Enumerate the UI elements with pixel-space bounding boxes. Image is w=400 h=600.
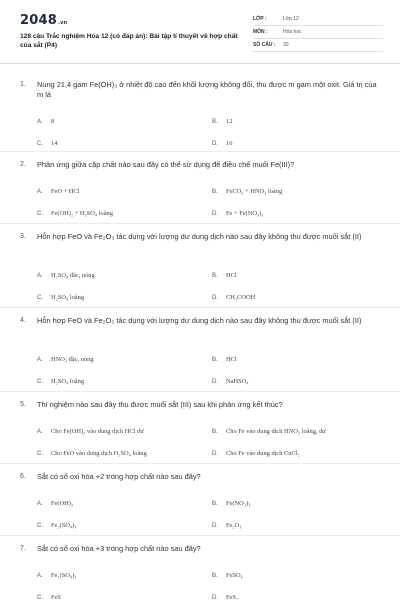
option-text: HCl [226, 356, 237, 363]
question-number: 5. [20, 401, 26, 408]
answer-option-b[interactable] [212, 272, 237, 279]
option-text: HNO₃ đặc, nóng [51, 356, 94, 363]
question-text: Sắt có số oxi hóa +2 trong hợp chất nào sau đây? [37, 472, 201, 481]
question-number: 4. [20, 317, 26, 324]
option-text: FeO + HCl [51, 188, 80, 195]
option-text: 16 [226, 140, 233, 147]
answer-option-b[interactable] [212, 428, 326, 435]
option-label: B. [212, 429, 218, 435]
option-text: FeCO₃ + HNO₃ loãng [226, 188, 283, 195]
option-text: FeS₂ [226, 594, 239, 600]
option-label: A. [37, 273, 43, 279]
option-text: Fe(OH)₃ [51, 500, 74, 507]
answer-option-d[interactable] [212, 450, 300, 457]
answer-option-b[interactable] [212, 500, 250, 507]
question-number: 6. [20, 473, 26, 480]
option-text: Cho Fe vào dung dịch HNO₃ loãng, dư [226, 428, 326, 435]
answer-option-a[interactable] [37, 428, 144, 435]
option-text: 14 [51, 140, 58, 147]
option-label: D. [212, 141, 218, 147]
answer-option-c[interactable] [37, 294, 84, 301]
answer-option-d[interactable] [212, 140, 232, 147]
option-label: C. [37, 295, 43, 301]
question-divider [0, 535, 400, 536]
question-text: Phản ứng giữa cặp chất nào sau đây có thể sử dụng để điều chế muối Fe(III)? [37, 160, 295, 169]
option-text: Fe(NO₃)₃ [226, 500, 251, 507]
option-label: C. [37, 595, 43, 600]
option-label: A. [37, 501, 43, 507]
meta-row-count [253, 39, 383, 52]
answer-option-b[interactable] [212, 188, 282, 195]
answer-option-b[interactable] [212, 356, 237, 363]
question-divider [0, 223, 400, 224]
question-text: Hỗn hợp FeO và Fe₂O₃ tác dụng với lượng dư dung dịch nào sau đây không thu được muối sắt (II) [37, 232, 362, 241]
meta-row-subject [253, 26, 383, 39]
answer-option-a[interactable] [37, 188, 79, 195]
answer-option-c[interactable] [37, 594, 61, 600]
option-text: 12 [226, 118, 233, 125]
option-label: A. [37, 573, 43, 579]
option-label: A. [37, 119, 43, 125]
option-label: B. [212, 189, 218, 195]
answer-option-d[interactable] [212, 210, 264, 217]
option-label: D. [212, 451, 218, 457]
page-header [0, 0, 400, 64]
option-label: A. [37, 357, 43, 363]
question-divider [0, 463, 400, 464]
option-label: B. [212, 501, 218, 507]
option-text: Fe + Fe(NO₃)₃ [226, 210, 264, 217]
option-label: B. [212, 273, 218, 279]
question-text: Hỗn hợp FeO và Fe₂O₃ tác dụng với lượng dư dung dịch nào sau đây không thu được muối sắt (II) [37, 316, 362, 325]
answer-option-c[interactable] [37, 210, 113, 217]
logo-text: 2048 [20, 13, 57, 28]
answer-option-c[interactable] [37, 450, 147, 457]
option-label: B. [212, 357, 218, 363]
option-label: B. [212, 573, 218, 579]
option-text: Fe₂(SO₄)₃ [51, 522, 77, 529]
meta-table [253, 13, 383, 52]
document-title: 128 câu Trắc nghiệm Hóa 12 (có đáp án): Bài tập lí thuyết về hợp chất của sắt (P4) [20, 33, 238, 49]
answer-option-a[interactable] [37, 272, 95, 279]
answer-option-b[interactable] [212, 118, 232, 125]
option-label: D. [212, 595, 218, 600]
answer-option-c[interactable] [37, 140, 57, 147]
meta-value: 30 [283, 42, 289, 48]
logo-suffix: .vn [57, 20, 68, 26]
site-logo[interactable] [20, 13, 67, 28]
option-label: C. [37, 451, 43, 457]
option-label: C. [37, 379, 43, 385]
question-number: 1. [20, 81, 26, 88]
answer-option-d[interactable] [212, 522, 241, 529]
question-number: 7. [20, 545, 26, 552]
option-label: D. [212, 211, 218, 217]
option-label: A. [37, 189, 43, 195]
option-text: H₂SO₄ loãng [51, 378, 85, 385]
question-text: Nung 21,4 gam Fe(OH)₃ ở nhiệt độ cao đến khối lượng không đổi, thu được m gam một oxit. Giá trị của m là [37, 80, 377, 99]
answer-option-b[interactable] [212, 572, 243, 579]
option-label: C. [37, 211, 43, 217]
question-divider [0, 307, 400, 308]
question-divider [0, 151, 400, 152]
answer-option-a[interactable] [37, 572, 77, 579]
meta-value: Lớp 12 [283, 16, 299, 22]
option-text: Cho FeO vào dung dịch H₂SO₄ loãng [51, 450, 147, 457]
option-label: D. [212, 523, 218, 529]
option-text: NaHSO₄ [226, 378, 249, 385]
option-label: C. [37, 523, 43, 529]
answer-option-c[interactable] [37, 378, 84, 385]
meta-value: Hóa học [283, 29, 302, 35]
answer-option-a[interactable] [37, 356, 94, 363]
option-text: FeS [51, 594, 61, 600]
answer-option-d[interactable] [212, 594, 238, 600]
option-label: D. [212, 379, 218, 385]
meta-key: MÔN : [253, 29, 268, 35]
option-label: A. [37, 429, 43, 435]
option-text: Fe₂(SO₄)₃ [51, 572, 77, 579]
answer-option-a[interactable] [37, 118, 54, 125]
option-text: Fe₂O₃ [226, 522, 242, 529]
option-text: CH₃COOH [226, 294, 256, 301]
option-text: Cho Fe(OH)₂ vào dung dịch HCl dư [51, 428, 144, 435]
question-text: Thí nghiệm nào sau đây thu được muối sắt (III) sau khi phản ứng kết thúc? [37, 400, 283, 409]
meta-row-class [253, 13, 383, 26]
question-number: 2. [20, 161, 26, 168]
question-number: 3. [20, 233, 26, 240]
option-label: C. [37, 141, 43, 147]
meta-key: SỐ CÂU : [253, 42, 276, 48]
option-text: HCl [226, 272, 237, 279]
answer-option-d[interactable] [212, 294, 255, 301]
meta-key: LỚP : [253, 16, 267, 22]
option-text: 8 [51, 118, 55, 125]
answer-option-d[interactable] [212, 378, 248, 385]
option-text: H₂SO₄ loãng [51, 294, 85, 301]
option-text: FeSO₄ [226, 572, 243, 579]
question-divider [0, 391, 400, 392]
option-text: Cho Fe vào dung dịch CuCl₂ [226, 450, 300, 457]
option-label: D. [212, 295, 218, 301]
question-text: Sắt có số oxi hóa +3 trong hợp chất nào sau đây? [37, 544, 201, 553]
answer-option-c[interactable] [37, 522, 77, 529]
option-label: B. [212, 119, 218, 125]
option-text: Fe(OH)₂ + H₂SO₄ loãng [51, 210, 113, 217]
option-text: H₂SO₄ đặc, nóng [51, 272, 95, 279]
answer-option-a[interactable] [37, 500, 73, 507]
